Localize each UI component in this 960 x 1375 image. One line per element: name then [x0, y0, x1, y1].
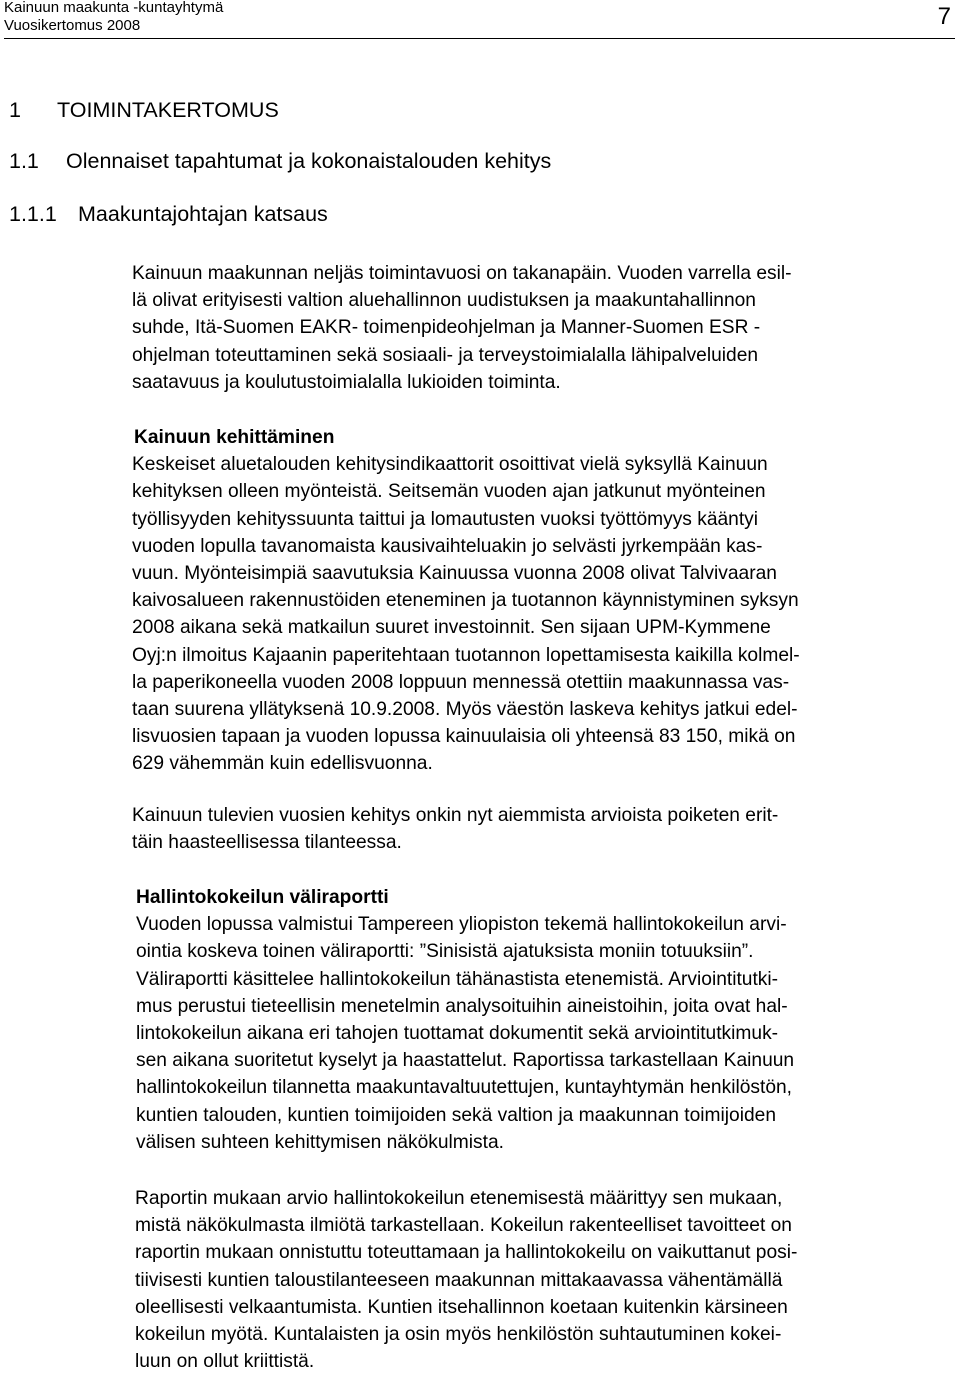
header-document-title: Vuosikertomus 2008: [4, 17, 141, 34]
text-line: työllisyyden kehityssuunta taittui ja lomautusten vuoksi työttömyys kääntyi: [132, 508, 759, 530]
text-line: la paperikoneella vuoden 2008 loppuun mennessä otettiin maakunnassa vas-: [132, 671, 790, 693]
text-line: täin haasteellisessa tilanteessa.: [132, 832, 402, 854]
raportin-mukaan-paragraph: [135, 1185, 960, 1375]
text-line: hallintokokeilun tilannetta maakuntavaltuutettujen, kuntayhtymän henkilöstön,: [136, 1077, 792, 1099]
text-line: Kainuun maakunnan neljäs toimintavuosi on takanapäin. Vuoden varrella esil-: [132, 263, 792, 284]
text-line: ointia koskeva toinen väliraportti: ”Sinisistä ajatuksista moniin totuuksiin”.: [136, 941, 754, 963]
text-line: ohjelman toteuttaminen sekä sosiaali- ja terveystoimialalla lähipalveluiden: [132, 344, 759, 366]
text-line: luun on ollut kriittistä.: [135, 1351, 315, 1373]
heading-level-2: [9, 148, 551, 174]
text-line: taan suurena yllätyksenä 10.9.2008. Myös väestön laskeva kehitys jatkui edel-: [132, 699, 798, 721]
heading-level-1: [9, 97, 279, 123]
text-line: saatavuus ja koulutustoimialalla lukioiden toiminta.: [132, 371, 561, 393]
page-number: 7: [937, 3, 951, 30]
heading-title: Olennaiset tapahtumat ja kokonaistalouden kehitys: [66, 149, 552, 173]
subheading-kainuun-kehittaminen: Kainuun kehittäminen: [134, 427, 335, 448]
running-header: [4, 0, 955, 39]
text-line: vuun. Myönteisimpiä saavutuksia Kainuussa vuonna 2008 olivat Talvivaaran: [132, 563, 777, 585]
heading-level-3: [9, 201, 328, 227]
heading-title: TOIMINTAKERTOMUS: [57, 98, 279, 122]
text-line: kokeilun myötä. Kuntalaisten ja osin myös henkilöstön suhtautuminen kokei-: [135, 1324, 782, 1346]
text-line: kuntien talouden, kuntien toimijoiden sekä valtion ja maakunnan toimijoiden: [136, 1104, 776, 1126]
text-line: raportin mukaan onnistuttu toteuttamaan ja hallintokokeilu on vaikuttanut posi-: [135, 1242, 798, 1264]
heading-title: Maakuntajohtajan katsaus: [78, 202, 328, 226]
text-line: lintokokeilun aikana eri tahojen tuottamat dokumentit sekä arviointitutkimuk-: [136, 1023, 779, 1045]
text-line: suhde, Itä-Suomen EAKR- toimenpideohjelman ja Manner-Suomen ESR -: [132, 317, 761, 339]
heading-number: 1.1: [9, 149, 39, 173]
text-line: mus perustui tieteellisin menetelmin analysoituihin aineistoihin, joita ovat hal-: [136, 995, 788, 1017]
text-line: mistä näkökulmasta ilmiötä tarkastellaan. Kokeilun rakenteelliset tavoitteet on: [135, 1215, 792, 1237]
text-line: välisen suhteen kehittymisen näkökulmista.: [136, 1131, 504, 1153]
heading-number: 1.1.1: [9, 202, 57, 226]
hallintokokeilu-section: [136, 884, 960, 1156]
text-line: Oyj:n ilmoitus Kajaanin paperitehtaan tuotannon lopettamisesta kaikilla kolmel-: [132, 644, 800, 666]
text-line: lisvuosien tapaan ja vuoden lopussa kainuulaisia oli yhteensä 83 150, mikä on: [132, 726, 796, 748]
text-line: 2008 aikana sekä matkailun suuret investoinnit. Sen sijaan UPM-Kymmene: [132, 617, 771, 639]
text-line: lä olivat erityisesti valtion aluehallinnon uudistuksen ja maakuntahallinnon: [132, 290, 756, 312]
heading-number: 1: [9, 98, 21, 122]
text-line: oleellisesti velkaantumista. Kuntien itsehallinnon koetaan kuitenkin kärsineen: [135, 1296, 788, 1318]
kehittaminen-section: [132, 424, 960, 778]
header-organization: Kainuun maakunta -kuntayhtymä: [4, 0, 224, 16]
text-line: kehityksen olleen myönteistä. Seitsemän vuoden ajan jatkunut myönteinen: [132, 481, 766, 503]
text-line: Raportin mukaan arvio hallintokokeilun etenemisestä määrittyy sen mukaan,: [135, 1188, 783, 1209]
text-line: tiivisesti kuntien taloustilanteeseen maakunnan mittakaavassa vähentämällä: [135, 1269, 783, 1291]
text-line: 629 vähemmän kuin edellisvuonna.: [132, 753, 433, 775]
intro-paragraph: [132, 260, 960, 396]
tulevat-paragraph: [132, 802, 960, 856]
text-line: kaivosalueen rakennustöiden eteneminen ja tuotannon käynnistyminen syksyn: [132, 590, 799, 612]
text-line: Vuoden lopussa valmistui Tampereen yliopiston tekemä hallintokokeilun arvi-: [136, 914, 787, 936]
text-line: Väliraportti käsittelee hallintokokeilun tähänastista etenemistä. Arviointitutki-: [136, 968, 779, 990]
text-line: vuoden lopulla tavanomaista kausivaihteluakin jo selvästi jyrkempään kas-: [132, 535, 763, 557]
text-line: Keskeiset aluetalouden kehitysindikaattorit osoittivat vielä syksyllä Kainuun: [132, 454, 768, 476]
text-line: Kainuun tulevien vuosien kehitys onkin nyt aiemmista arvioista poiketen erit-: [132, 805, 779, 826]
text-line: sen aikana suoritetut kyselyt ja haastattelut. Raportissa tarkastellaan Kainuun: [136, 1050, 795, 1072]
subheading-hallintokokeilun-valiraportti: Hallintokokeilun väliraportti: [136, 887, 389, 908]
